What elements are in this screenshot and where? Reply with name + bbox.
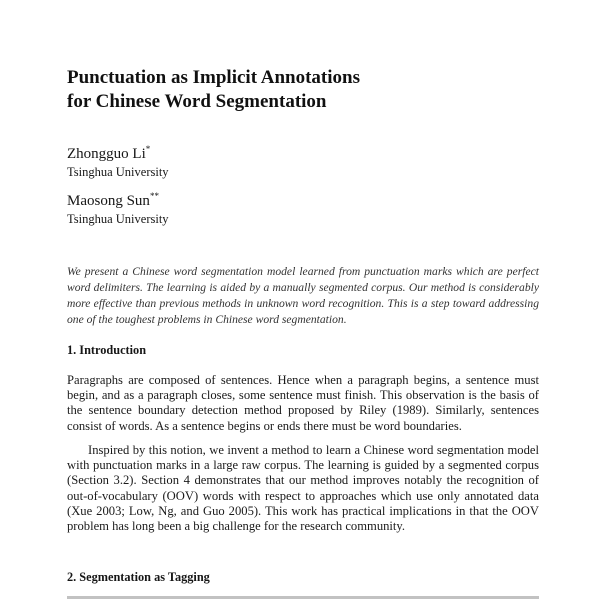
paper-title [67, 66, 537, 114]
paragraph: Inspired by this notion, we invent a method to learn a Chinese word segmentation model with punctuation marks in a large raw corpus. The learning is guided by a segmented corpus (Section 3.2). Section 4 demonstrates that our method improves notably the recognition of out-of-vocabulary (OOV) words with respect to approaches which use only annotated data (Xue 2003; Low, Ng, and Guo 2005). This work has practical implications in that the OOV problem has long been a big challenge for the research community. [67, 443, 539, 534]
title-line-1: Punctuation as Implicit Annotations [67, 67, 360, 88]
section-heading-introduction: 1. Introduction [67, 343, 147, 357]
author-name: Maosong Sun [67, 193, 150, 209]
author-block-1 [67, 145, 169, 180]
author-footnote-mark: * [145, 144, 151, 154]
author-block-2 [67, 192, 169, 227]
author-footnote-mark: ** [149, 191, 159, 201]
paragraph: Paragraphs are composed of sentences. Hence when a paragraph begins, a sentence must begin, and as a paragraph closes, some sentence must finish. This observation is the basis of the sentence boundary detection method proposed by Riley (1989). Similarly, sentences consist of words. As a sentence begins or ends there must be word boundaries. [67, 373, 539, 433]
author-affiliation: Tsinghua University [67, 165, 169, 179]
title-line-2: for Chinese Word Segmentation [67, 91, 327, 112]
author-affiliation: Tsinghua University [67, 212, 169, 226]
cut-off-text-line [67, 594, 539, 600]
abstract: We present a Chinese word segmentation model learned from punctuation marks which are perfect word delimiters. The learning is aided by a manually segmented corpus. Our method is considerably more effective than previous methods in unknown word recognition. This is a step toward addressing one of the toughest problems in Chinese word segmentation. [67, 265, 539, 326]
author-name: Zhongguo Li [67, 146, 146, 162]
section-heading-segmentation: 2. Segmentation as Tagging [67, 570, 210, 584]
